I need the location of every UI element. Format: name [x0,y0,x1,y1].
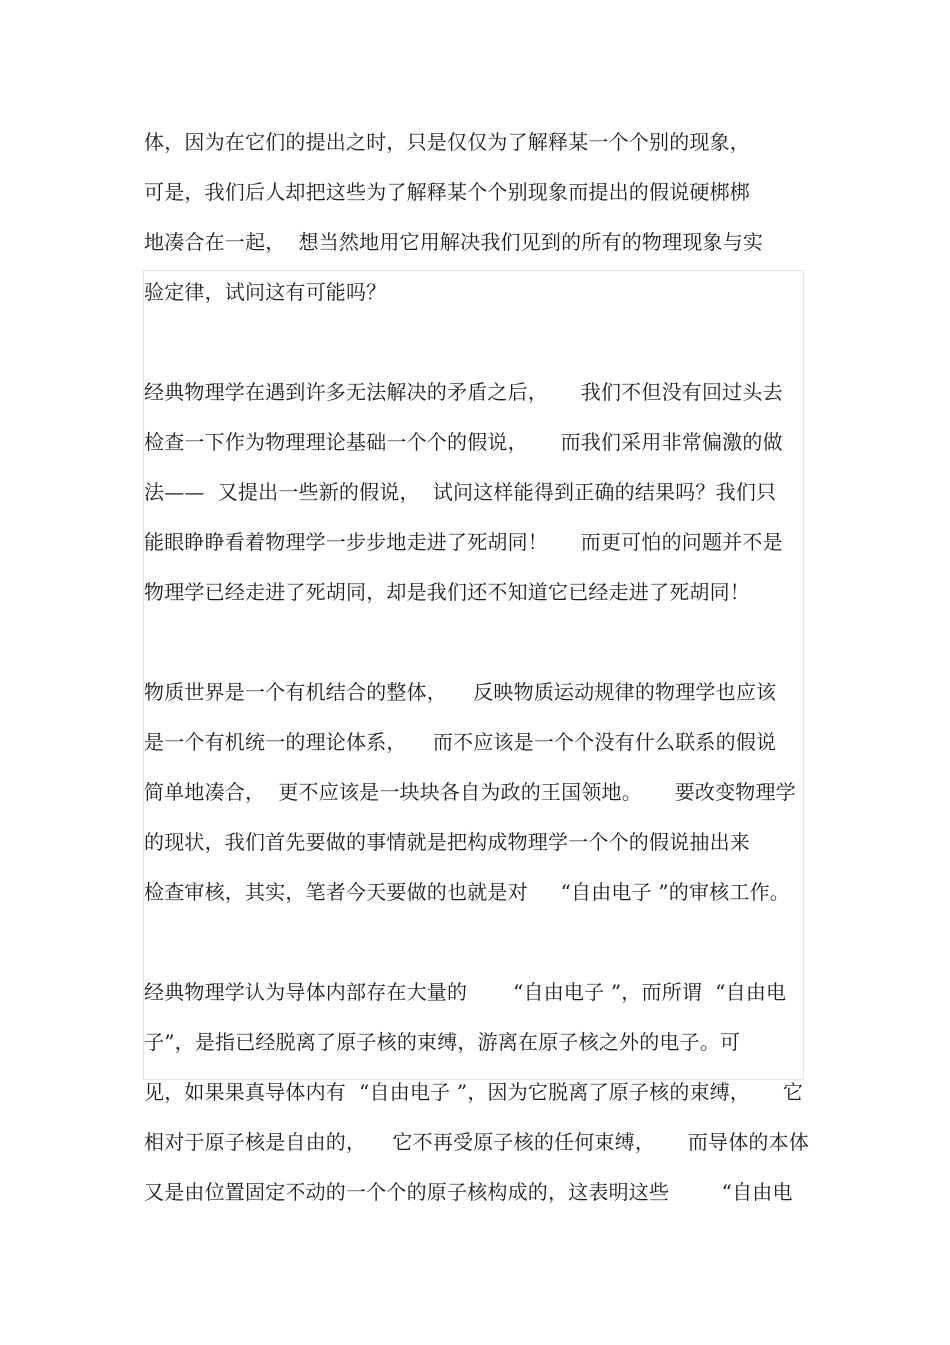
text-line-8: 能眼睁睁看着物理学一步步地走进了死胡同！ 而更可怕的问题并不是 [144,530,783,554]
text-line-4: 验定律，试问这有可能吗？ [144,280,387,304]
text-line-17: 见，如果果真导体内有 “自由电子 ”，因为它脱离了原子核的束缚， 它 [144,1080,804,1104]
text-line-13: 的现状，我们首先要做的事情就是把构成物理学一个个的假说抽出来 [144,830,750,854]
text-line-12: 简单地凑合， 更不应该是一块块各自为政的王国领地。 要改变物理学 [144,780,796,804]
text-line-2: 可是，我们后人却把这些为了解释某个个别现象而提出的假说硬梆梆 [144,180,750,204]
text-line-1: 体，因为在它们的提出之时，只是仅仅为了解释某一个个别的现象， [144,130,750,154]
text-line-19: 又是由位置固定不动的一个个的原子核构成的，这表明这些 “自由电 [144,1180,793,1204]
text-line-10: 物质世界是一个有机结合的整体， 反映物质运动规律的物理学也应该 [144,680,777,704]
text-line-5: 经典物理学在遇到许多无法解决的矛盾之后， 我们不但没有回过头去 [144,380,783,404]
text-line-6: 检查一下作为物理理论基础一个个的假说， 而我们采用非常偏激的做 [144,430,783,454]
text-line-16: 子”，是指已经脱离了原子核的束缚，游离在原子核之外的电子。可 [144,1030,741,1054]
text-line-14: 检查审核，其实，笔者今天要做的也就是对 “自由电子 ”的审核工作。 [144,880,790,904]
text-line-7: 法—— 又提出一些新的假说， 试问这样能得到正确的结果吗？我们只 [144,480,777,504]
text-line-11: 是一个有机统一的理论体系， 而不应该是一个个没有什么联系的假说 [144,730,777,754]
text-line-3: 地凑合在一起， 想当然地用它用解决我们见到的所有的物理现象与实 [144,230,764,254]
text-line-9: 物理学已经走进了死胡同，却是我们还不知道它已经走进了死胡同！ [144,580,750,604]
text-line-15: 经典物理学认为导体内部存在大量的 “自由电子 ”，而所谓 “自由电 [144,980,787,1004]
text-line-18: 相对于原子核是自由的， 它不再受原子核的任何束缚， 而导体的本体 [144,1130,810,1154]
